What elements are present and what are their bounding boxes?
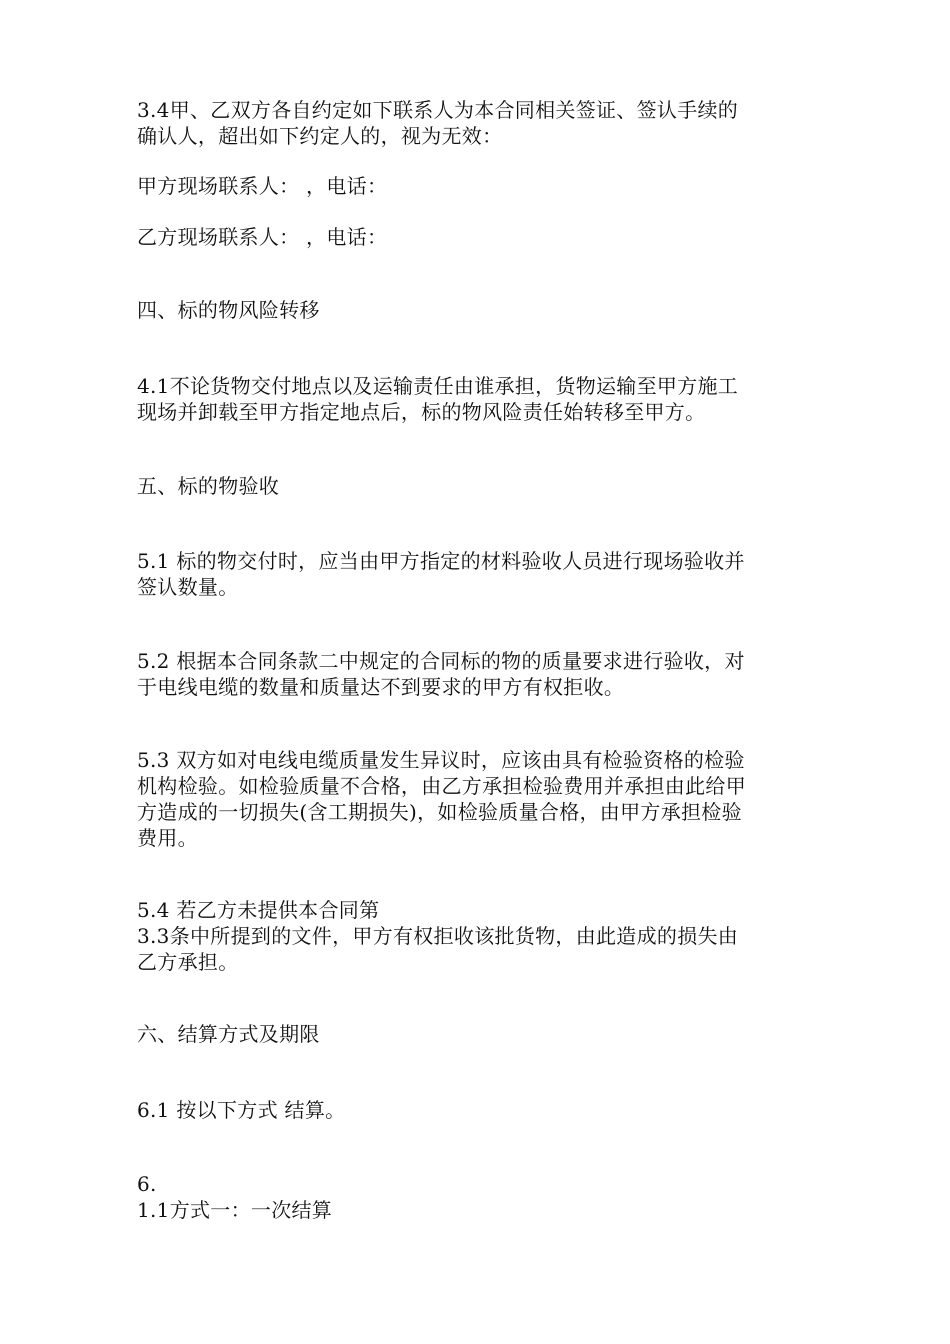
section-heading-4 <box>137 297 827 323</box>
text-line: 四、标的物风险转移 <box>137 298 320 322</box>
text-line: 现场并卸载至甲方指定地点后，标的物风险责任始转移至甲方。 <box>137 400 706 424</box>
section-heading-6 <box>137 1021 827 1047</box>
text-line: 5.2 根据本合同条款二中规定的合同标的物的质量要求进行验收，对 <box>137 649 745 673</box>
paragraph-5-1 <box>137 548 827 600</box>
text-line: 五、标的物验收 <box>137 474 280 498</box>
paragraph-party-b-contact <box>137 224 827 250</box>
text-line: 六、结算方式及期限 <box>137 1022 320 1046</box>
paragraph-6-1 <box>137 1097 827 1123</box>
text-line: 3.4甲、乙双方各自约定如下联系人为本合同相关签证、签认手续的 <box>137 98 739 122</box>
text-line: 签认数量。 <box>137 575 239 599</box>
paragraph-3-4 <box>137 97 827 149</box>
text-line: 6.1 按以下方式 结算。 <box>137 1098 346 1122</box>
text-line: 乙方承担。 <box>137 950 239 974</box>
paragraph-4-1 <box>137 373 827 425</box>
text-line: 确认人，超出如下约定人的，视为无效： <box>137 124 503 148</box>
text-line: 费用。 <box>137 826 198 850</box>
text-line: 乙方现场联系人： ，电话： <box>137 225 388 249</box>
text-line: 1.1方式一：一次结算 <box>137 1198 333 1222</box>
text-line: 6. <box>137 1172 157 1196</box>
text-line: 机构检验。如检验质量不合格，由乙方承担检验费用并承担由此给甲 <box>137 774 746 798</box>
text-line: 5.4 若乙方未提供本合同第 <box>137 898 380 922</box>
text-line: 甲方现场联系人： ，电话： <box>137 174 388 198</box>
paragraph-party-a-contact <box>137 173 827 199</box>
paragraph-5-4 <box>137 897 827 975</box>
section-heading-5 <box>137 473 827 499</box>
text-line: 方造成的一切损失(含工期损失)，如检验质量合格，由甲方承担检验 <box>137 800 742 824</box>
text-line: 5.3 双方如对电线电缆质量发生异议时，应该由具有检验资格的检验 <box>137 748 745 772</box>
text-line: 4.1不论货物交付地点以及运输责任由谁承担，货物运输至甲方施工 <box>137 374 739 398</box>
text-line: 3.3条中所提到的文件，甲方有权拒收该批货物，由此造成的损失由 <box>137 924 739 948</box>
text-line: 5.1 标的物交付时，应当由甲方指定的材料验收人员进行现场验收并 <box>137 549 745 573</box>
paragraph-5-2 <box>137 648 827 700</box>
paragraph-6-1-1 <box>137 1171 827 1223</box>
paragraph-5-3 <box>137 747 827 851</box>
text-line: 于电线电缆的数量和质量达不到要求的甲方有权拒收。 <box>137 675 625 699</box>
